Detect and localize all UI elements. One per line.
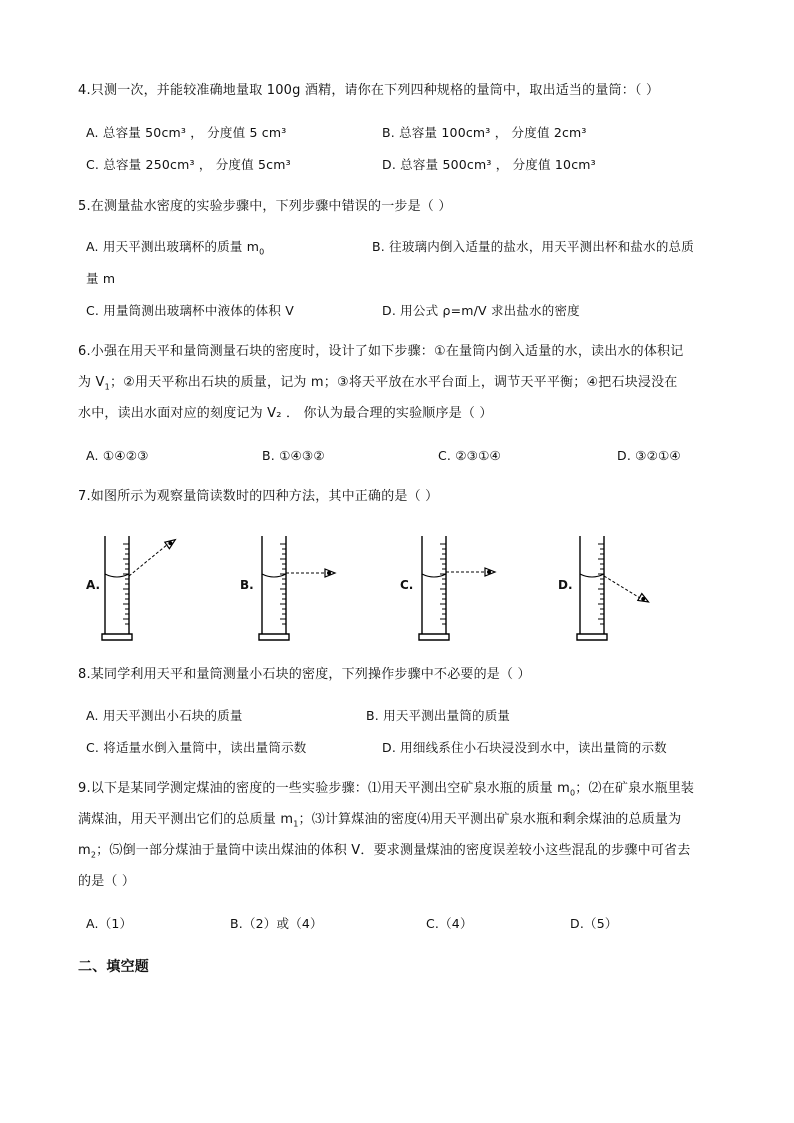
q7-label-a: A. <box>86 578 101 592</box>
q6-line-1: 6.小强在用天平和量筒测量石块的密度时，设计了如下步骤：①在量筒内倒入适量的水，读出水的体积记 <box>78 344 684 359</box>
q6-line-3: 水中，读出水面对应的刻度记为 V₂ ． 你认为最合理的实验顺序是（ ） <box>78 406 493 421</box>
cylinder-d <box>577 536 650 640</box>
q9-line-1-a: 9.以下是某同学测定煤油的密度的一些实验步骤：⑴用天平测出空矿泉水瓶的质量 m <box>78 781 570 796</box>
q9-line-2-sub: 1 <box>293 819 299 829</box>
q9-line-3 <box>78 842 690 860</box>
q6-option-c: C. ②③①④ <box>438 448 501 463</box>
q5-option-a <box>86 238 264 256</box>
q6-option-d: D. ③②①④ <box>617 448 681 463</box>
q9-line-1-b: ；⑵在矿泉水瓶里装 <box>575 781 695 796</box>
q6-option-a: A. ①④②③ <box>86 448 149 463</box>
q9-line-2 <box>78 811 681 829</box>
q5-option-a-subscript: 0 <box>259 247 265 257</box>
q9-line-3-sub: 2 <box>90 850 97 860</box>
q5-option-c: C. 用量筒测出玻璃杯中液体的体积 V <box>86 303 294 318</box>
q6-option-b: B. ①④③② <box>262 448 325 463</box>
q9-line-1 <box>78 780 694 798</box>
q6-line-2 <box>78 374 678 392</box>
q7-label-c: C. <box>400 578 414 592</box>
q6-line-2-a: 为 V <box>78 375 105 390</box>
q4-option-d: D. 总容量 500cm³ ， 分度值 10cm³ <box>382 157 596 172</box>
q7-figure <box>0 528 794 648</box>
section-title: 二、填空题 <box>78 959 149 975</box>
cylinder-b <box>259 536 335 640</box>
q8-stem: 8.某同学利用天平和量筒测量小石块的密度，下列操作步骤中不必要的是（ ） <box>78 667 531 682</box>
q9-option-b: B.（2）或（4） <box>230 916 323 931</box>
q5-option-b-continuation: 量 m <box>86 271 116 286</box>
q4-stem: 4.只测一次，并能较准确地量取 100g 酒精，请你在下列四种规格的量筒中，取出适当的量筒：（ ） <box>78 83 660 98</box>
q8-option-c: C. 将适量水倒入量筒中，读出量筒示数 <box>86 740 307 755</box>
q9-line-2-a: 满煤油，用天平测出它们的总质量 m <box>78 812 294 827</box>
q7-label-d: D. <box>558 578 573 592</box>
q7-stem: 7.如图所示为观察量筒读数时的四种方法，其中正确的是（ ） <box>78 489 439 504</box>
q6-line-2-sub: 1 <box>104 382 110 392</box>
q5-option-d: D. 用公式 ρ=m/V 求出盐水的密度 <box>382 303 580 318</box>
q9-option-c: C.（4） <box>426 916 473 931</box>
q4-option-c: C. 总容量 250cm³ ， 分度值 5cm³ <box>86 157 291 172</box>
q8-option-b: B. 用天平测出量筒的质量 <box>366 708 511 723</box>
q7-label-b: B. <box>240 578 254 592</box>
q8-option-a: A. 用天平测出小石块的质量 <box>86 708 243 723</box>
q9-line-1-sub: 0 <box>570 788 576 798</box>
q9-line-2-b: ；⑶计算煤油的密度⑷用天平测出矿泉水瓶和剩余煤油的总质量为 <box>298 812 682 827</box>
q4-option-b: B. 总容量 100cm³ ， 分度值 2cm³ <box>382 125 587 140</box>
q5-option-a-text: A. 用天平测出玻璃杯的质量 m <box>86 239 260 254</box>
q5-stem: 5.在测量盐水密度的实验步骤中，下列步骤中错误的一步是（ ） <box>78 199 452 214</box>
q5-option-b: B. 往玻璃内倒入适量的盐水，用天平测出杯和盐水的总质 <box>372 239 694 254</box>
q9-line-3-b: ；⑸倒一部分煤油于量筒中读出煤油的体积 V．要求测量煤油的密度误差较小这些混乱的步骤中可省去 <box>96 843 691 858</box>
q9-option-d: D.（5） <box>570 916 618 931</box>
q4-option-a: A. 总容量 50cm³ ， 分度值 5 cm³ <box>86 125 287 140</box>
q9-line-3-a: m <box>78 843 91 858</box>
q9-option-a: A.（1） <box>86 916 133 931</box>
cylinder-a <box>102 536 178 640</box>
q8-option-d: D. 用细线系住小石块浸没到水中，读出量筒的示数 <box>382 740 667 755</box>
cylinder-c <box>419 536 495 640</box>
q9-line-4: 的是（ ） <box>78 874 136 889</box>
q6-line-2-b: ；②用天平称出石块的质量，记为 m；③将天平放在水平台面上，调节天平平衡；④把石块浸没在 <box>109 375 678 390</box>
q7-figure-drawing <box>0 528 794 648</box>
